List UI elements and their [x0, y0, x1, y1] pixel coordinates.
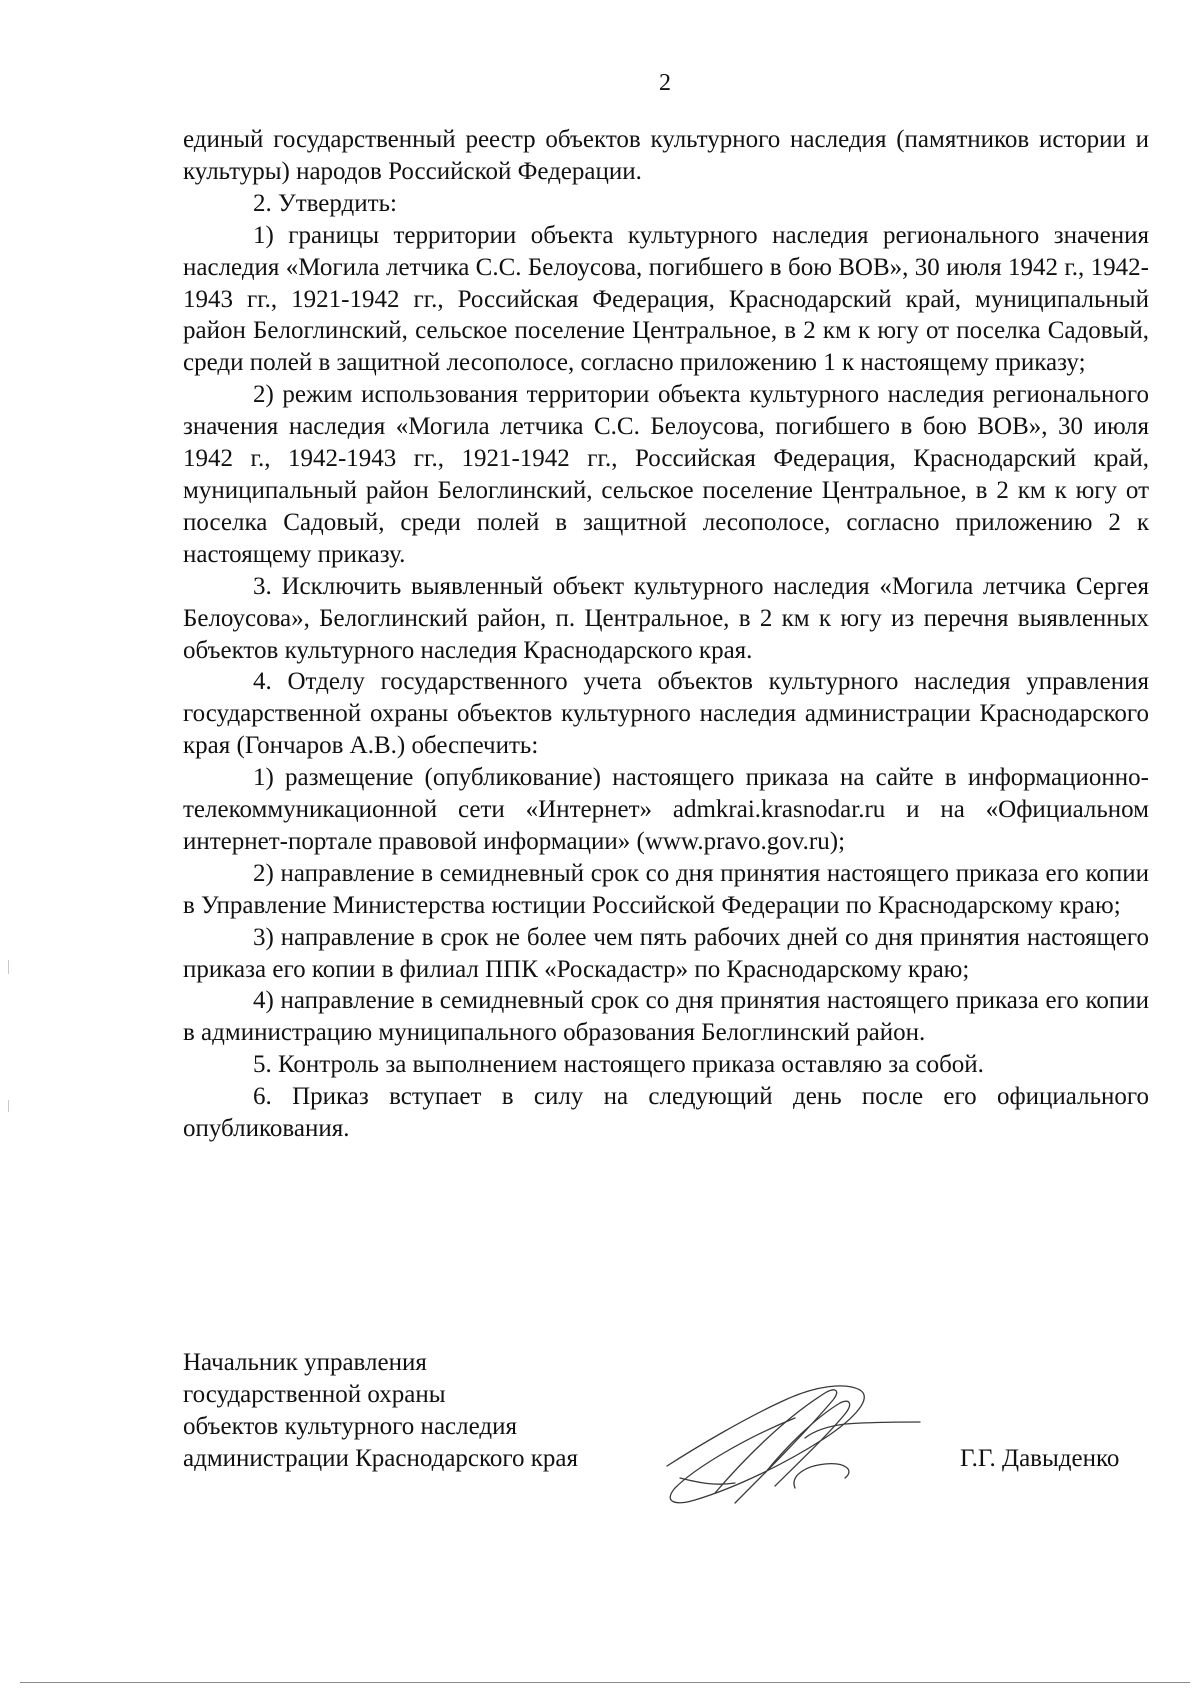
signature-stroke	[794, 1464, 849, 1488]
signatory-position-line-1: Начальник управления	[183, 1349, 427, 1376]
paragraph: 1) границы территории объекта культурного наследия регионального значения наследия «Могила летчика С.С. Белоусова, погибшего в бою ВОВ», 30 июля 1942 г., 1942-1943 гг., 1921-1942 гг., Российская Федерация, Краснодарский край, муниципальный район Белоглинский, сельское поселение Центральное, в 2 км к югу от поселка Садовый, среди полей в защитной лесополосе, согласно приложению 1 к настоящему приказу;	[183, 221, 1149, 377]
scan-speck	[8, 960, 9, 974]
handwritten-signature	[655, 1378, 925, 1523]
paragraph: 4) направление в семидневный срок со дня принятия настоящего приказа его копии в администрацию муниципального образования Белоглинский район.	[183, 987, 1149, 1047]
paragraph: 1) размещение (опубликование) настоящего приказа на сайте в информационно-телекоммуникационной сети «Интернет» admkrai.krasnodar.ru и на «Официальном интернет-портале правовой информации» (www.pravo.gov.ru);	[183, 764, 1149, 855]
paragraph: единый государственный реестр объектов культурного наследия (памятников истории и культуры) народов Российской Федерации.	[183, 126, 1149, 185]
signature-stroke	[667, 1386, 864, 1503]
paragraph: 6. Приказ вступает в силу на следующий день после его официального опубликования.	[183, 1083, 1149, 1143]
signature-stroke	[765, 1401, 850, 1486]
paragraph: 2. Утвердить:	[253, 189, 397, 217]
paragraph: 3) направление в срок не более чем пять рабочих дней со дня принятия настоящего приказа его копии в филиал ППК «Роскадастр» по Краснодарскому краю;	[183, 923, 1149, 983]
page-number: 2	[659, 70, 671, 96]
paragraph: 5. Контроль за выполнением настоящего приказа оставляю за собой.	[253, 1051, 984, 1079]
document-body	[183, 124, 1149, 1145]
signatory-position-line-2: государственной охраны	[183, 1380, 446, 1408]
signatory-name: Г.Г. Давыденко	[960, 1445, 1120, 1472]
paragraph: 2) режим использования территории объекта культурного наследия регионального значения наследия «Могила летчика С.С. Белоусова, погибшего в бою ВОВ», 30 июля 1942 г., 1942-1943 гг., 1921-1942 гг., Российская Федерация, Краснодарский край, муниципальный район Белоглинский, сельское поселение Центральное, в 2 км к югу от поселка Садовый, среди полей в защитной лесополосе, согласно приложению 2 к настоящему приказу.	[183, 381, 1149, 568]
signatory-position-line-3: объектов культурного наследия	[183, 1412, 517, 1440]
paragraph: 2) направление в семидневный срок со дня принятия настоящего приказа его копии в Управление Министерства юстиции Российской Федерации по Краснодарскому краю;	[183, 859, 1149, 919]
signatory-position-line-4: администрации Краснодарского края	[183, 1444, 579, 1472]
paragraph: 4. Отделу государственного учета объектов культурного наследия управления государственной охраны объектов культурного наследия администрации Краснодарского края (Гончаров А.В.) обеспечить:	[183, 668, 1149, 760]
signatory-position	[183, 1347, 578, 1475]
signature-stroke	[805, 1422, 920, 1438]
scan-speck	[8, 1100, 9, 1112]
page-bottom-rule	[20, 1682, 1190, 1683]
paragraph: 3. Исключить выявленный объект культурного наследия «Могила летчика Сергея Белоусова», Белоглинский район, п. Центральное, в 2 км к югу из перечня выявленных объектов культурного наследия Краснодарского края.	[183, 572, 1149, 664]
